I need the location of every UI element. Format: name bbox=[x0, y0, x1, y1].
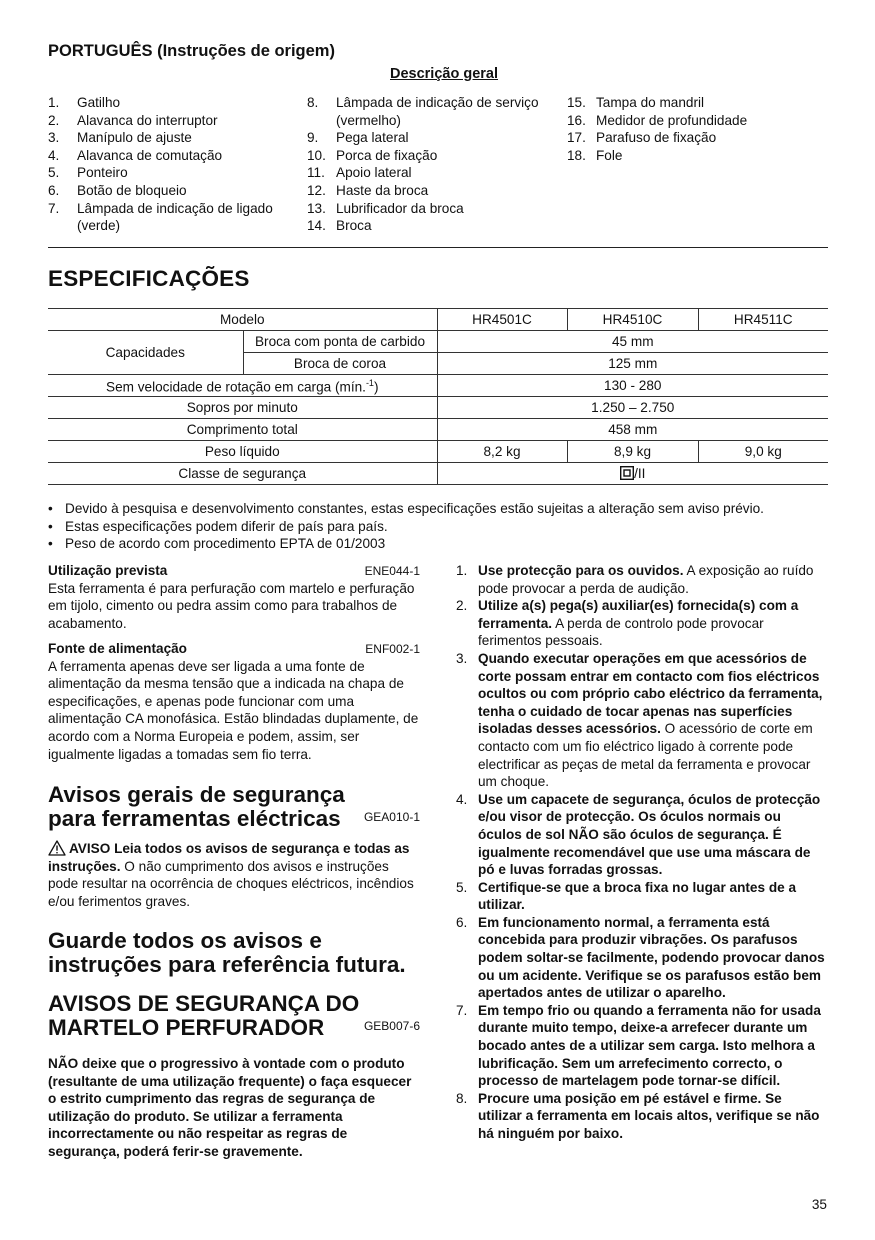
intended-use-text: Esta ferramenta é para perfuração com martelo e perfuração em tijolo, cimento ou pedra assim como para trabalhos de acabamento. bbox=[48, 580, 415, 631]
description-title: Descrição geral bbox=[390, 66, 499, 82]
item-number: 8. bbox=[307, 95, 319, 110]
weight-value: 8,2 kg bbox=[437, 441, 567, 463]
item-number: 10. bbox=[307, 147, 326, 163]
item-label: Porca de fixação bbox=[336, 147, 438, 163]
list-item bbox=[307, 147, 557, 165]
list-item bbox=[456, 879, 828, 914]
item-label: Botão de bloqueio bbox=[77, 182, 187, 198]
rule-number: 3. bbox=[456, 650, 468, 666]
specs-table bbox=[48, 308, 828, 485]
intended-use-section bbox=[48, 562, 420, 632]
hammer-title-block bbox=[48, 992, 420, 1040]
blows-value: 1.250 – 2.750 bbox=[437, 397, 828, 419]
list-item bbox=[48, 147, 293, 165]
model-label: Modelo bbox=[48, 309, 437, 331]
capacities-label: Capacidades bbox=[48, 331, 243, 375]
item-label: Broca bbox=[336, 218, 372, 234]
item-number: 9. bbox=[307, 130, 319, 146]
rule-number: 1. bbox=[456, 563, 468, 578]
note-item: • Peso de acordo com procedimento EPTA de 01/2003 bbox=[48, 535, 838, 553]
table-row bbox=[48, 463, 828, 485]
list-item bbox=[456, 562, 828, 597]
rule-bold: Em funcionamento normal, a ferramenta está concebida para produzir vibrações. Os parafusos podem soltar-se facilmente, podendo provocar danos ou um acidente. Verifique se os parafusos estão bem apertados antes de utilizar o aparelho. bbox=[478, 914, 825, 1001]
item-number: 2. bbox=[48, 112, 60, 128]
list-item bbox=[456, 650, 828, 791]
power-supply-title: Fonte de alimentação bbox=[48, 641, 187, 656]
table-row bbox=[48, 441, 828, 463]
list-item bbox=[307, 217, 557, 235]
warning-bold: AVISO Leia todos os avisos de segurança e todas as instruções. bbox=[48, 841, 410, 874]
list-item bbox=[48, 94, 293, 112]
hammer-section bbox=[48, 992, 420, 1161]
length-label: Comprimento total bbox=[48, 419, 437, 441]
item-number: 3. bbox=[48, 130, 60, 146]
item-label: Fole bbox=[596, 147, 623, 163]
carbide-label: Broca com ponta de carbido bbox=[243, 331, 437, 353]
page-number: 35 bbox=[811, 1197, 827, 1212]
double-insulation-icon bbox=[620, 466, 634, 480]
note-item: • Devido à pesquisa e desenvolvimento constantes, estas especificações estão sujeitas a alteração sem aviso prévio. bbox=[48, 500, 838, 518]
keep-section bbox=[48, 929, 420, 977]
list-item bbox=[456, 1002, 828, 1090]
safety-label: Classe de segurança bbox=[48, 463, 437, 485]
item-label: Apoio lateral bbox=[336, 165, 412, 181]
list-item bbox=[307, 200, 557, 218]
item-label: Manípulo de ajuste bbox=[77, 130, 192, 146]
rule-text: A perda de controlo pode provocar ferimentos pessoais. bbox=[478, 615, 764, 649]
table-row bbox=[48, 309, 828, 331]
hammer-title-line1: AVISOS DE SEGURANÇA DO bbox=[48, 991, 360, 1016]
parts-list-col3 bbox=[567, 94, 827, 164]
section-divider bbox=[48, 247, 828, 248]
list-item bbox=[307, 94, 557, 129]
list-item bbox=[307, 129, 557, 147]
list-item bbox=[456, 914, 828, 1002]
table-row bbox=[48, 397, 828, 419]
item-label: Pega lateral bbox=[336, 130, 409, 146]
rule-number: 5. bbox=[456, 879, 468, 895]
item-label: Haste da broca bbox=[336, 182, 429, 198]
hammer-intro: NÃO deixe que o progressivo à vontade com o produto (resultante de uma utilização frequente) o faça esquecer o estrito cumprimento das regras de segurança de utilização do produto. Se utilizar a ferramenta incorrectamente ou não respeitar as regras de segurança, poderá ferir-se gravemente. bbox=[48, 1056, 412, 1159]
rule-number: 7. bbox=[456, 1002, 468, 1018]
item-label: Alavanca do interruptor bbox=[77, 112, 218, 128]
speed-label-close: ) bbox=[373, 379, 379, 395]
warning-icon bbox=[48, 840, 66, 856]
rule-bold: Use um capacete de segurança, óculos de protecção e/ou visor de protecção. Os óculos normais ou óculos de sol NÃO são óculos de segurança. É igualmente recomendável que use uma máscara de pó e luvas forradas grossas. bbox=[478, 791, 821, 878]
rule-text: A exposição ao ruído pode provocar a perda de audição. bbox=[478, 563, 814, 596]
model-name: HR4510C bbox=[567, 309, 698, 331]
length-value: 458 mm bbox=[437, 419, 828, 441]
item-label: Alavanca de comutação bbox=[77, 147, 223, 163]
general-warnings-title-block bbox=[48, 783, 420, 831]
list-item bbox=[48, 129, 293, 147]
item-label: Tampa do mandril bbox=[596, 95, 705, 110]
item-number: 15. bbox=[567, 95, 586, 110]
model-name: HR4511C bbox=[698, 309, 828, 331]
rule-bold: Utilize a(s) pega(s) auxiliar(es) fornecida(s) com a ferramenta. bbox=[478, 598, 799, 631]
rule-number: 8. bbox=[456, 1090, 468, 1106]
item-label: Ponteiro bbox=[77, 165, 128, 181]
speed-value: 130 - 280 bbox=[437, 375, 828, 397]
item-number: 18. bbox=[567, 147, 586, 163]
list-item bbox=[567, 147, 827, 165]
item-number: 17. bbox=[567, 130, 586, 146]
list-item bbox=[456, 597, 828, 650]
item-number: 16. bbox=[567, 112, 586, 128]
model-name: HR4501C bbox=[437, 309, 567, 331]
rule-number: 6. bbox=[456, 914, 468, 930]
item-number: 7. bbox=[48, 200, 60, 216]
hammer-code: GEB007-6 bbox=[363, 1019, 420, 1033]
list-item bbox=[307, 164, 557, 182]
list-item bbox=[567, 112, 827, 130]
item-number: 12. bbox=[307, 182, 326, 198]
weight-label: Peso líquido bbox=[48, 441, 437, 463]
item-number: 6. bbox=[48, 182, 60, 198]
language-title: PORTUGUÊS (Instruções de origem) bbox=[48, 42, 335, 60]
list-item bbox=[567, 129, 827, 147]
power-supply-section bbox=[48, 640, 420, 763]
list-item bbox=[48, 112, 293, 130]
general-warnings-section bbox=[48, 783, 420, 910]
table-row bbox=[48, 419, 828, 441]
item-number: 13. bbox=[307, 200, 326, 216]
list-item bbox=[48, 164, 293, 182]
rule-number: 4. bbox=[456, 791, 468, 807]
core-label: Broca de coroa bbox=[243, 353, 437, 375]
hammer-title-line2: MARTELO PERFURADOR bbox=[48, 1015, 325, 1040]
carbide-value: 45 mm bbox=[437, 331, 828, 353]
specs-heading: ESPECIFICAÇÕES bbox=[48, 266, 250, 291]
weight-value: 8,9 kg bbox=[567, 441, 698, 463]
general-warnings-title: Avisos gerais de segurança para ferramentas eléctricas bbox=[48, 782, 345, 831]
item-number: 11. bbox=[307, 165, 325, 181]
safety-value bbox=[437, 463, 828, 485]
list-item bbox=[456, 1090, 828, 1143]
parts-list-col1 bbox=[48, 94, 293, 235]
rule-bold: Use protecção para os ouvidos. bbox=[478, 563, 684, 578]
hammer-title-line2-row bbox=[48, 1016, 420, 1040]
rule-bold: Certifique-se que a broca fixa no lugar antes de a utilizar. bbox=[478, 879, 797, 913]
power-supply-text: A ferramenta apenas deve ser ligada a uma fonte de alimentação da mesma tensão que a indicada na chapa de especificações, e apenas pode funcionar com uma alimentação CA monofásica. Estão blindadas duplamente, de acordo com a Norma Europeia e podem, assim, ser igualmente ligadas a tomadas sem fio terra. bbox=[48, 658, 419, 762]
item-number: 1. bbox=[48, 95, 60, 110]
general-warnings-code: GEA010-1 bbox=[363, 810, 420, 824]
list-item bbox=[48, 200, 293, 235]
list-item bbox=[48, 182, 293, 200]
item-label: Lâmpada de indicação de ligado (verde) bbox=[77, 200, 273, 234]
intended-use-code: ENE044-1 bbox=[364, 564, 420, 578]
rule-bold: Em tempo frio ou quando a ferramenta não for usada durante muito tempo, deixe-a arrefecer durante um bocado antes de a utilizar sem carga. Isto melhora a lubrificação. Sem um arrefecimento correcto, o processo de martelagem pode tornar-se difícil. bbox=[478, 1002, 821, 1089]
keep-title: Guarde todos os avisos e instruções para referência futura. bbox=[48, 928, 406, 977]
rule-bold: Procure uma posição em pé estável e firme. Se utilizar a ferramenta em locais altos, verifique se não há ninguém por baixo. bbox=[478, 1090, 820, 1141]
warning-paragraph bbox=[48, 840, 420, 910]
blows-label: Sopros por minuto bbox=[48, 397, 437, 419]
item-label: Parafuso de fixação bbox=[596, 130, 717, 146]
speed-label-sup: -1 bbox=[365, 378, 374, 389]
item-number: 4. bbox=[48, 147, 60, 163]
list-item bbox=[456, 791, 828, 879]
weight-value: 9,0 kg bbox=[698, 441, 828, 463]
list-item bbox=[307, 182, 557, 200]
item-number: 5. bbox=[48, 165, 60, 181]
safety-rules-list bbox=[456, 562, 828, 1143]
section-heading bbox=[48, 562, 420, 580]
speed-label-text: Sem velocidade de rotação em carga (mín. bbox=[106, 379, 366, 395]
list-item bbox=[567, 94, 827, 112]
power-supply-code: ENF002-1 bbox=[365, 642, 420, 656]
core-value: 125 mm bbox=[437, 353, 828, 375]
note-item: • Estas especificações podem diferir de país para país. bbox=[48, 518, 838, 536]
intended-use-title: Utilização prevista bbox=[48, 563, 168, 578]
rule-bold: Quando executar operações em que acessórios de corte possam entrar em contacto com fios eléctricos ocultos ou com próprio cabo eléctrico da ferramenta, tenha o cuidado de tocar apenas nas superfícies isoladas desses acessórios. bbox=[478, 650, 823, 737]
section-heading bbox=[48, 640, 420, 658]
item-label: Lâmpada de indicação de serviço (vermelho) bbox=[336, 95, 539, 128]
table-row bbox=[48, 331, 828, 353]
spec-notes bbox=[48, 500, 838, 553]
item-label: Gatilho bbox=[77, 95, 121, 110]
rule-number: 2. bbox=[456, 598, 468, 614]
item-label: Lubrificador da broca bbox=[336, 200, 464, 216]
parts-list-col2 bbox=[307, 94, 557, 235]
item-number: 14. bbox=[307, 218, 326, 234]
item-label: Medidor de profundidade bbox=[596, 112, 748, 128]
rule-text: O acessório de corte em contacto com um fio eléctrico ligado à corrente pode electrificar as peças de metal da ferramenta e provocar um choque. bbox=[478, 721, 813, 790]
table-row bbox=[48, 375, 828, 397]
warning-text: O não cumprimento dos avisos e instruções pode resultar na ocorrência de choques eléctricos, incêndios e/ou ferimentos graves. bbox=[48, 858, 414, 909]
safety-class-text: /II bbox=[634, 465, 646, 481]
speed-label bbox=[48, 375, 437, 397]
